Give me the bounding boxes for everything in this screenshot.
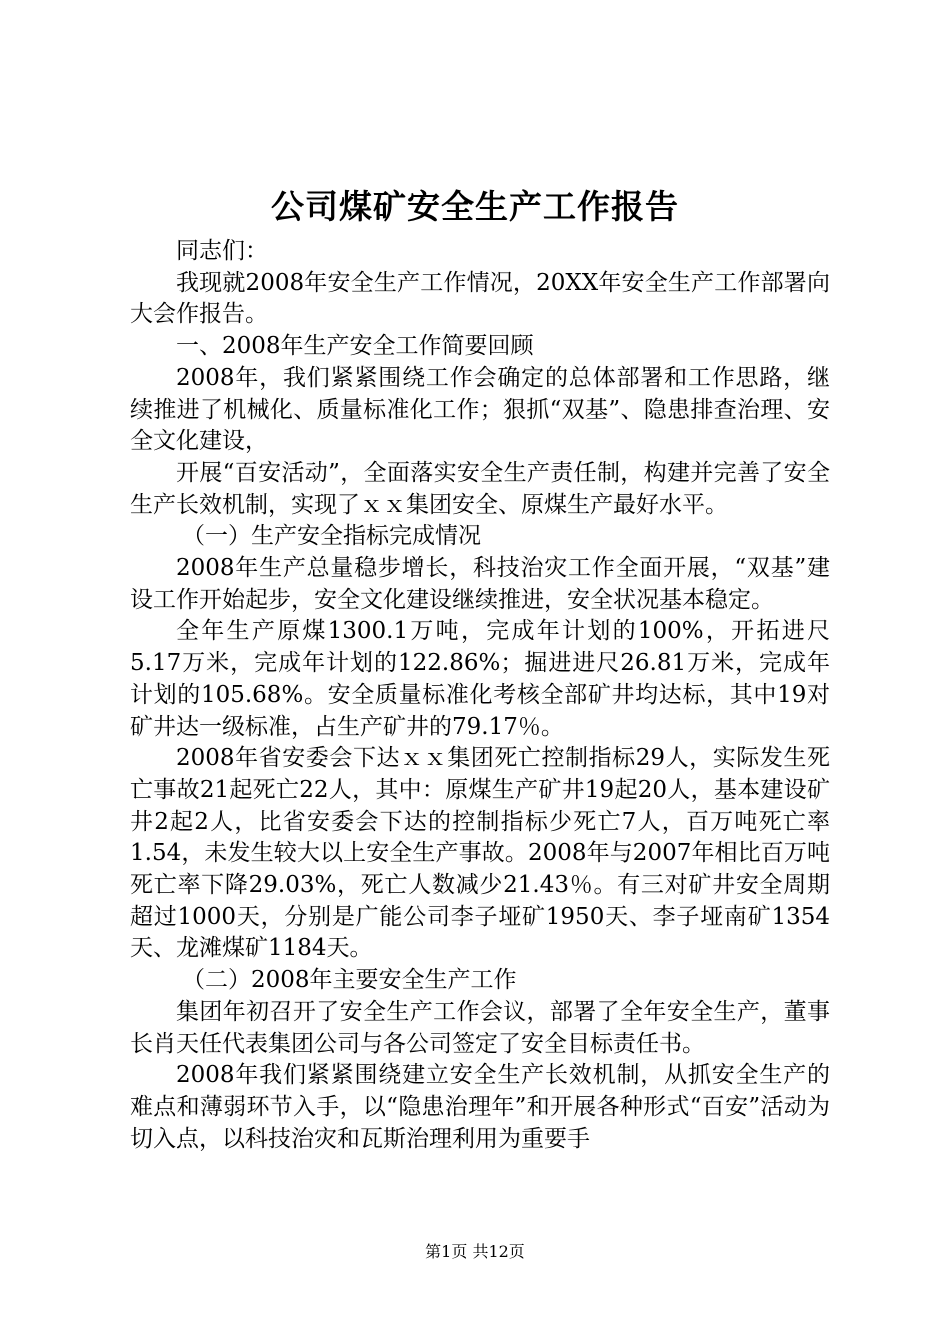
paragraph: 集团年初召开了安全生产工作会议，部署了全年安全生产，董事长肖天任代表集团公司与各公司签定了安全目标责任书。 [130, 998, 830, 1057]
document-body [130, 236, 830, 1155]
paragraph: 2008年省安委会下达ｘｘ集团死亡控制指标29人，实际发生死亡事故21起死亡22人，其中：原煤生产矿井19起20人，基本建设矿井2起2人，比省安委会下达的控制指标少死亡7人，百万吨死亡率1.54，未发生较大以上安全生产事故。2008年与2007年相比百万吨死亡率下降29.03%，死亡人数减少21.43％。有三对矿井安全周期超过1000天，分别是广能公司李子垭矿1950天、李子垭南矿1354天、龙滩煤矿1184天。 [130, 745, 830, 962]
subsection-heading-2: （二）2008年主要安全生产工作 [182, 967, 517, 994]
paragraph: 全年生产原煤1300.1万吨，完成年计划的100%，开拓进尺5.17万米，完成年计划的122.86%；掘进进尺26.81万米，完成年计划的105.68%。安全质量标准化考核全部矿井均达标，其中19对矿井达一级标准，占生产矿井的79.17％。 [130, 618, 830, 740]
paragraph-intro: 我现就2008年安全生产工作情况，20XX年安全生产工作部署向大会作报告。 [130, 269, 830, 328]
paragraph: 开展“百安活动”，全面落实安全生产责任制，构建并完善了安全生产长效机制，实现了ｘｘ集团安全、原煤生产最好水平。 [130, 459, 830, 518]
page-footer: 第1页 共12页 [425, 1242, 525, 1261]
subsection-heading-1: （一）生产安全指标完成情况 [182, 523, 481, 550]
paragraph: 2008年我们紧紧围绕建立安全生产长效机制，从抓安全生产的难点和薄弱环节入手，以“隐患治理年”和开展各种形式“百安”活动为切入点，以科技治灾和瓦斯治理利用为重要手 [130, 1062, 830, 1152]
document-title: 公司煤矿安全生产工作报告 [271, 187, 679, 226]
paragraph: 2008年生产总量稳步增长，科技治灾工作全面开展，“双基”建设工作开始起步，安全文化建设继续推进，安全状况基本稳定。 [130, 555, 830, 613]
paragraph-salutation: 同志们： [176, 238, 268, 264]
section-heading-1: 一、2008年生产安全工作简要回顾 [176, 333, 534, 360]
paragraph: 2008年，我们紧紧围绕工作会确定的总体部署和工作思路，继续推进了机械化、质量标准化工作；狠抓“双基”、隐患排查治理、安全文化建设， [130, 364, 830, 455]
